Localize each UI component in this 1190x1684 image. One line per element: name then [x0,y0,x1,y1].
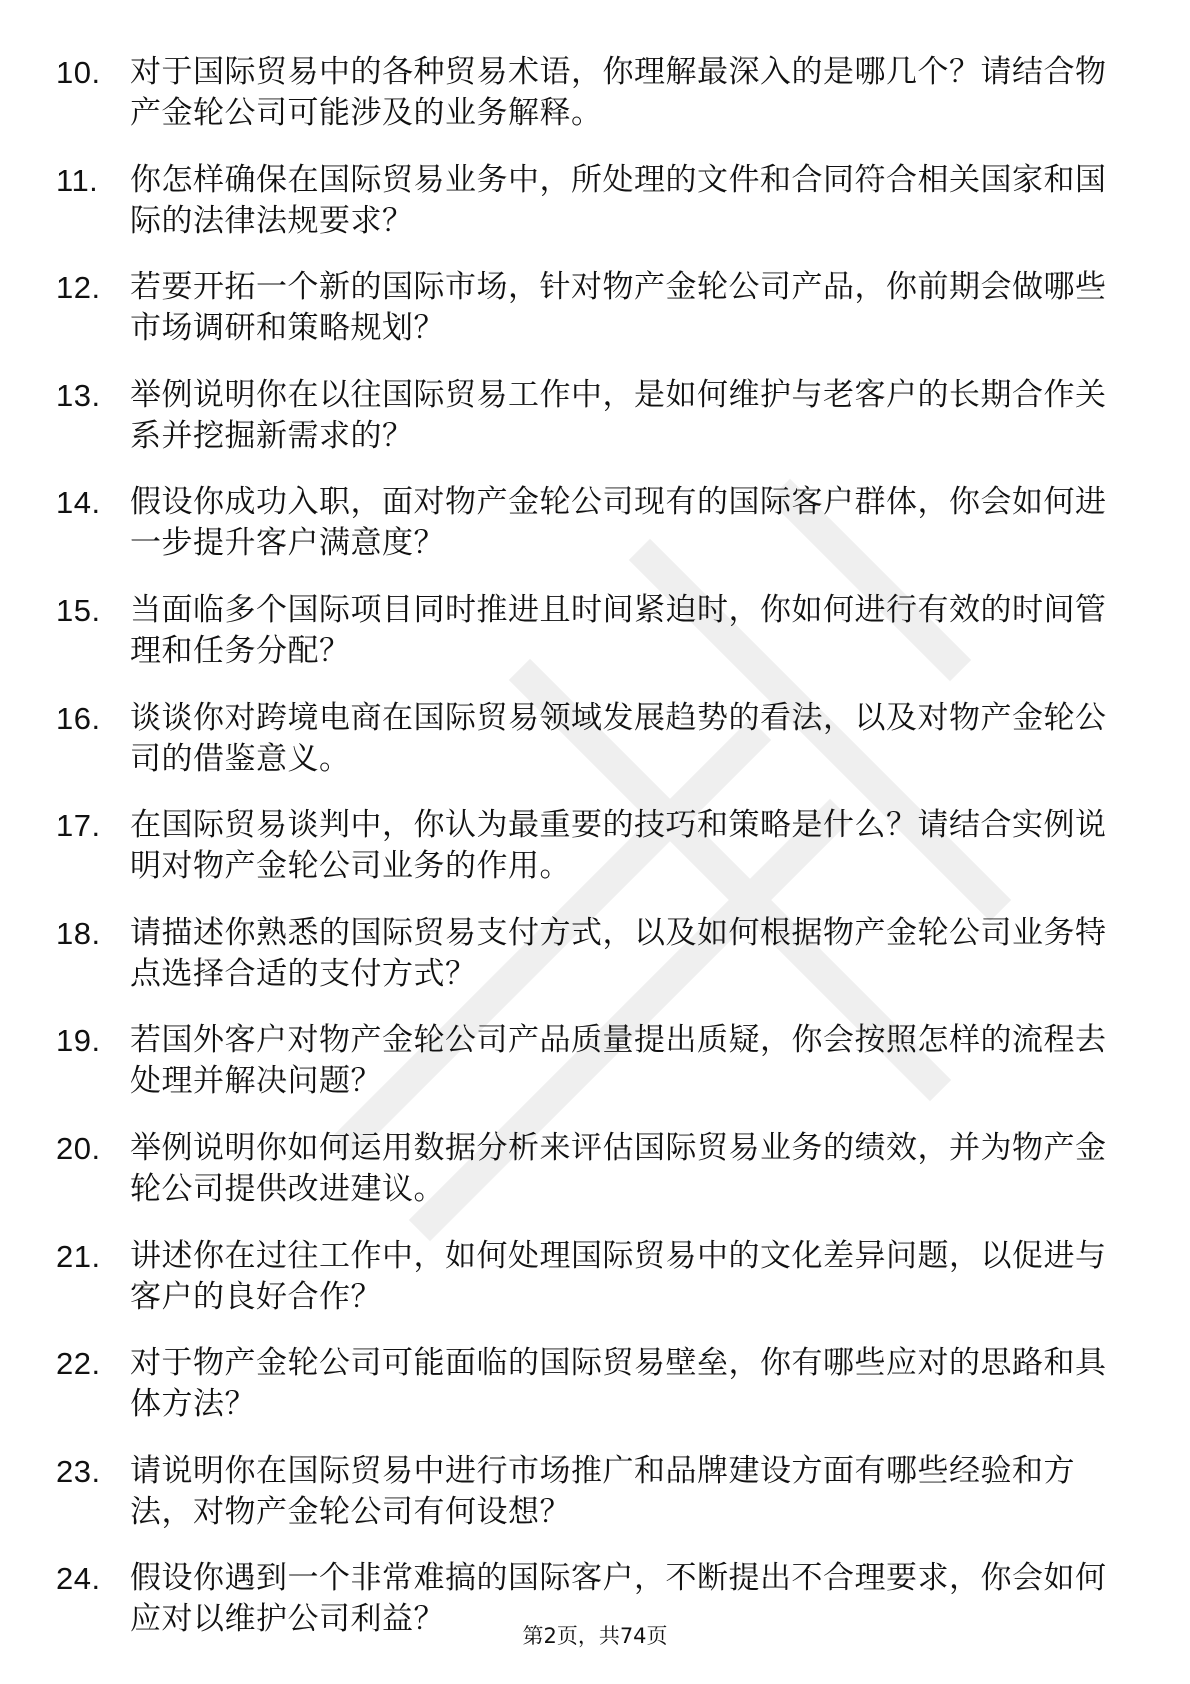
question-text: 对于物产金轮公司可能面临的国际贸易壁垒，你有哪些应对的思路和具体方法？ [130,1345,1107,1423]
question-item [56,698,1116,780]
question-item [56,1236,1116,1318]
question-text: 假设你成功入职，面对物产金轮公司现有的国际客户群体，你会如何进一步提升客户满意度？ [130,484,1107,562]
question-number: 14. [56,485,101,521]
question-item [56,1128,1116,1210]
question-item [56,1451,1116,1533]
question-item [56,375,1116,457]
question-text: 请描述你熟悉的国际贸易支付方式，以及如何根据物产金轮公司业务特点选择合适的支付方式？ [130,914,1107,992]
question-number: 24. [56,1561,101,1597]
question-item [56,913,1116,995]
question-text: 你怎样确保在国际贸易业务中，所处理的文件和合同符合相关国家和国际的法律法规要求？ [130,161,1107,239]
question-text: 在国际贸易谈判中，你认为最重要的技巧和策略是什么？请结合实例说明对物产金轮公司业务的作用。 [130,807,1107,885]
question-number: 10. [56,55,101,90]
question-text: 若国外客户对物产金轮公司产品质量提出质疑，你会按照怎样的流程去处理并解决问题？ [130,1022,1107,1100]
question-number: 15. [56,592,101,628]
question-text: 举例说明你如何运用数据分析来评估国际贸易业务的绩效，并为物产金轮公司提供改进建议。 [130,1129,1107,1207]
question-list [56,52,1116,1666]
question-item [56,1343,1116,1425]
question-item [56,805,1116,887]
page-number-label: 第2页，共74页 [522,1624,668,1648]
question-number: 20. [56,1130,101,1166]
question-number: 17. [56,808,101,844]
question-text: 请说明你在国际贸易中进行市场推广和品牌建设方面有哪些经验和方法，对物产金轮公司有何设想？ [130,1452,1075,1530]
question-number: 21. [56,1238,101,1274]
question-number: 12. [56,270,101,306]
question-item [56,160,1116,242]
question-item [56,267,1116,349]
question-number: 13. [56,377,101,413]
question-number: 16. [56,700,101,736]
question-item [56,52,1116,134]
question-number: 18. [56,915,101,951]
question-item [56,590,1116,672]
question-text: 当面临多个国际项目同时推进且时间紧迫时，你如何进行有效的时间管理和任务分配？ [130,591,1107,669]
question-number: 23. [56,1453,101,1489]
question-number: 11. [56,162,99,198]
question-number: 22. [56,1346,101,1382]
question-text: 讲述你在过往工作中，如何处理国际贸易中的文化差异问题，以促进与客户的良好合作？ [130,1237,1107,1315]
question-text: 举例说明你在以往国际贸易工作中，是如何维护与老客户的长期合作关系并挖掘新需求的？ [130,376,1107,454]
question-text: 对于国际贸易中的各种贸易术语，你理解最深入的是哪几个？请结合物产金轮公司可能涉及的业务解释。 [130,54,1107,131]
page-footer [0,1620,1190,1650]
question-text: 若要开拓一个新的国际市场，针对物产金轮公司产品，你前期会做哪些市场调研和策略规划？ [130,269,1107,347]
question-item [56,482,1116,564]
question-text: 谈谈你对跨境电商在国际贸易领域发展趋势的看法，以及对物产金轮公司的借鉴意义。 [130,699,1107,777]
question-text: 假设你遇到一个非常难搞的国际客户，不断提出不合理要求，你会如何应对以维护公司利益？ [130,1560,1107,1638]
question-item [56,1020,1116,1102]
question-number: 19. [56,1023,101,1059]
